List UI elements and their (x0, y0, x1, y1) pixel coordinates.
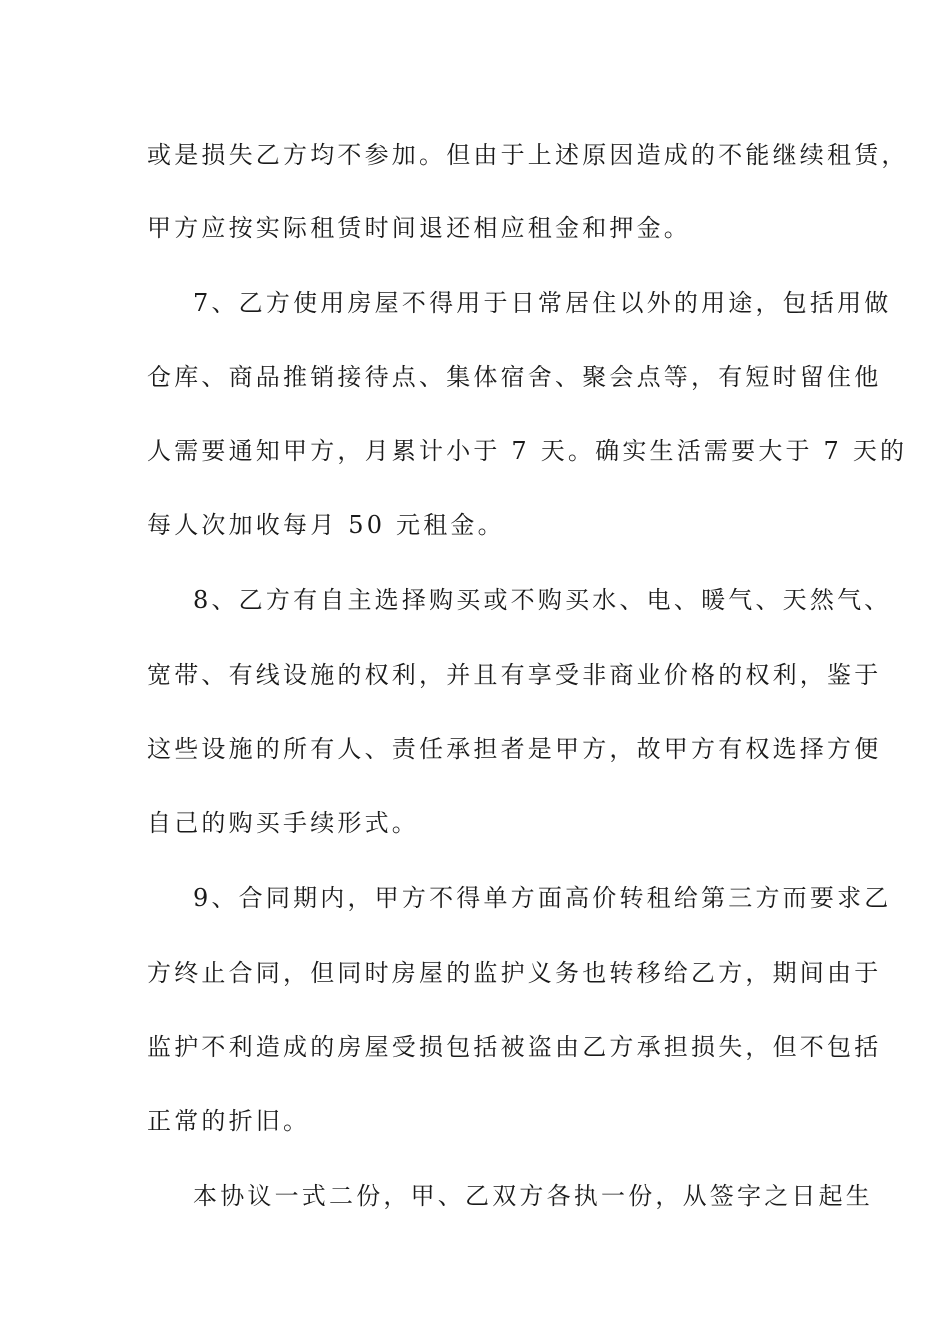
text-line: 或是损失乙方均不参加。但由于上述原因造成的不能继续租赁， (147, 141, 909, 169)
text-line: 方终止合同，但同时房屋的监护义务也转移给乙方，期间由于 (147, 959, 882, 987)
paragraph-8-start: 8、乙方有自主选择购买或不购买水、电、暖气、天然气、 (193, 586, 892, 614)
text-line: 仓库、商品推销接待点、集体宿舍、聚会点等，有短时留住他 (147, 363, 882, 391)
paragraph-9-start: 9、合同期内，甲方不得单方面高价转租给第三方而要求乙 (193, 884, 892, 912)
text-line: 这些设施的所有人、责任承担者是甲方，故甲方有权选择方便 (147, 735, 882, 763)
text-line: 人需要通知甲方，月累计小于 7 天。确实生活需要大于 7 天的 (147, 437, 908, 465)
text-line: 正常的折旧。 (147, 1107, 311, 1135)
paragraph-7-start: 7、乙方使用房屋不得用于日常居住以外的用途，包括用做 (193, 289, 892, 317)
closing-paragraph-start: 本协议一式二份，甲、乙双方各执一份，从签字之日起生 (193, 1182, 873, 1210)
text-line: 甲方应按实际租赁时间退还相应租金和押金。 (147, 214, 691, 242)
text-line: 自己的购买手续形式。 (147, 809, 419, 837)
text-line: 监护不利造成的房屋受损包括被盗由乙方承担损失，但不包括 (147, 1033, 882, 1061)
text-line: 每人次加收每月 50 元租金。 (147, 511, 505, 539)
text-line: 宽带、有线设施的权利，并且有享受非商业价格的权利，鉴于 (147, 661, 882, 689)
